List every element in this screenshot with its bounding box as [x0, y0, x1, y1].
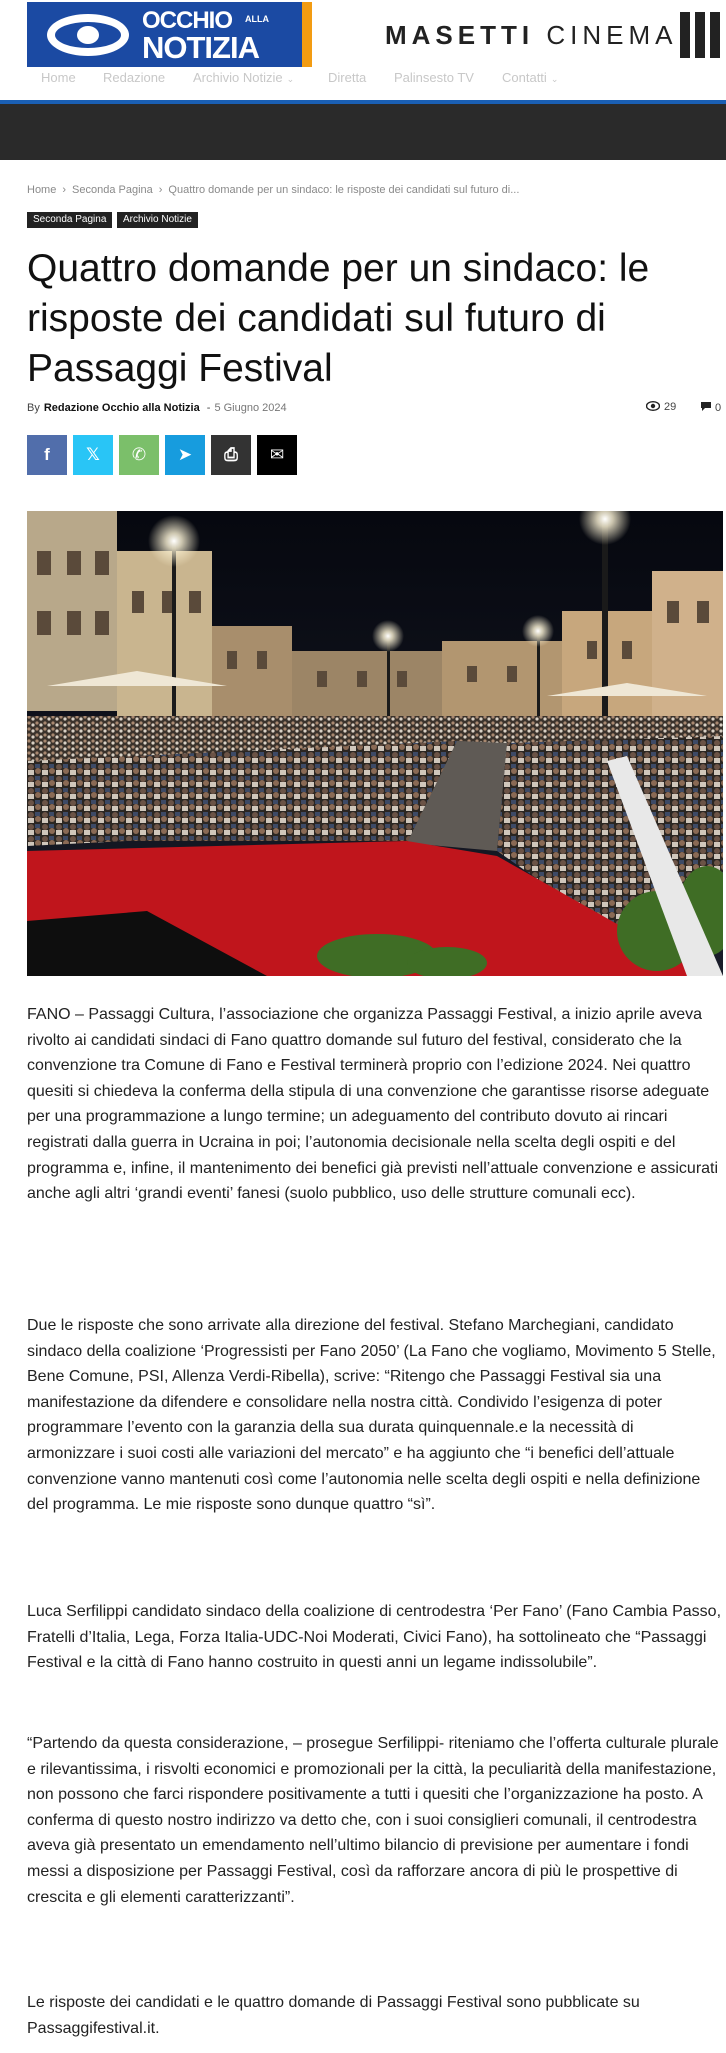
comments-counter[interactable]	[700, 401, 721, 414]
nav-item-palinsesto[interactable]	[394, 70, 474, 85]
eye-logo-icon	[47, 14, 129, 56]
logo-word-alla: ALLA	[245, 14, 269, 24]
nav-label-archivio: Archivio Notizie	[193, 70, 283, 85]
breadcrumb-separator-icon: ›	[158, 184, 163, 196]
breadcrumb	[27, 184, 519, 196]
views-counter	[646, 401, 676, 413]
breadcrumb-section[interactable]: Seconda Pagina	[72, 184, 153, 196]
sponsor-name-bold: MASETTI	[385, 20, 535, 50]
site-header	[0, 0, 726, 104]
breadcrumb-home[interactable]: Home	[27, 184, 57, 196]
publish-date: 5 Giugno 2024	[214, 402, 287, 414]
nav-item-home[interactable]	[41, 70, 76, 85]
nav-label-contatti: Contatti	[502, 70, 547, 85]
nav-label-redazione: Redazione	[103, 70, 166, 85]
comments-count: 0	[715, 402, 722, 414]
author-link[interactable]: Redazione Occhio alla Notizia	[43, 402, 200, 414]
logo-word-notizia: NOTIZIA	[142, 30, 259, 65]
byline-prefix: By	[27, 402, 40, 414]
chevron-down-icon: ⌄	[550, 74, 559, 84]
telegram-icon: ➤	[177, 445, 193, 464]
views-count: 29	[664, 401, 677, 413]
logo-accent-bar	[302, 2, 312, 67]
print-icon: ⎙	[224, 445, 238, 464]
nav-item-archivio[interactable]	[193, 70, 294, 85]
share-telegram-button[interactable]	[165, 435, 205, 475]
festival-crowd-photo	[27, 511, 723, 976]
article-title: Quattro domande per un sindaco: le risposte dei candidati sul futuro di Passaggi Festival	[27, 247, 650, 390]
film-strip-icon	[680, 12, 720, 58]
share-whatsapp-button[interactable]	[119, 435, 159, 475]
site-logo[interactable]	[27, 2, 312, 67]
email-icon: ✉	[269, 445, 285, 464]
nav-item-diretta[interactable]	[328, 70, 366, 85]
x-icon: 𝕏	[86, 445, 100, 464]
share-facebook-button[interactable]	[27, 435, 67, 475]
article-hero-image	[27, 511, 723, 976]
sponsor-banner[interactable]	[385, 20, 677, 50]
share-email-button[interactable]	[257, 435, 297, 475]
meta-separator: -	[206, 402, 211, 414]
article-paragraph-3: Luca Serfilippi candidato sindaco della coalizione di centrodestra ‘Per Fano’ (Fano Cambia Passo, Fratelli d’Italia, Lega, Forza Italia-UDC-Noi Moderati, Civici Fano), ha sottolineato che “Passaggi Festival e la città di Fano hanno costruito in questi anni un legame indissolubile”.	[27, 1603, 722, 1672]
breadcrumb-separator-icon: ›	[62, 184, 67, 196]
sponsor-name-light: CINEMA	[546, 20, 678, 50]
article-paragraph-1: FANO – Passaggi Cultura, l’associazione che organizza Passaggi Festival, a inizio aprile aveva rivolto ai candidati sindaci di Fano quattro domande sul futuro del festival, considerato che la convenzione tra Comune di Fano e Festival terminerà proprio con l’edizione 2024. Nei quattro quesiti si chiedeva la conferma della stipula di una convenzione che garantisse risorse adeguate per una programmazione a lungo termine; un adeguamento del contributo dovuto ai rincari registrati dalla guerra in Ucraina in poi; l’autonomia decisionale nella scelta degli ospiti e del programma e, infine, il mantenimento dei benefici già previsti nell’attuale convenzione e assicurati anche agli altri ‘grandi eventi’ fanesi (suolo pubblico, uso delle strutture comunali ecc).	[27, 1006, 719, 1203]
main-nav	[0, 66, 726, 100]
comment-icon	[700, 401, 712, 412]
nav-item-contatti[interactable]	[502, 70, 558, 85]
article-paragraph-5: Le risposte dei candidati e le quattro domande di Passaggi Festival sono pubblicate su Passaggifestival.it.	[27, 1994, 640, 2037]
logo-word-occhio: OCCHIO	[142, 7, 232, 34]
whatsapp-icon: ✆	[131, 445, 147, 464]
category-tag-archivio-notizie[interactable]: Archivio Notizie	[117, 212, 198, 228]
share-x-button[interactable]	[73, 435, 113, 475]
article-meta	[27, 402, 287, 414]
nav-label-home: Home	[41, 70, 76, 85]
chevron-down-icon: ⌄	[286, 74, 295, 84]
category-tag-seconda-pagina[interactable]: Seconda Pagina	[27, 212, 112, 228]
nav-label-palinsesto: Palinsesto TV	[394, 70, 474, 85]
eye-icon	[646, 401, 660, 411]
breadcrumb-current: Quattro domande per un sindaco: le risposte dei candidati sul futuro di...	[168, 184, 520, 196]
facebook-icon: f	[44, 445, 50, 464]
article-paragraph-4: “Partendo da questa considerazione, – prosegue Serfilippi- riteniamo che l’offerta culturale plurale e rilevantissima, i risvolti economici e promozionali per la città, la peculiarità della manifestazione, non possono che farci rispondere positivamente a tutti i quesiti che l’organizzazione ha posto. A conferma di questo nostro indirizzo va detto che, con i suoi consiglieri comunali, il centrodestra aveva già presentato un emendamento nell’ultimo bilancio di previsione per aumentare i fondi messi a disposizione per Passaggi Festival, così da rafforzare ancora di più le prospettive di crescita e gli elementi caratterizzanti”.	[27, 1735, 719, 1906]
dark-banner-strip	[0, 104, 726, 160]
article-paragraph-2: Due le risposte che sono arrivate alla direzione del festival. Stefano Marchegiani, candidato sindaco della coalizione ‘Progressisti per Fano 2050’ (La Fano che vogliamo, Movimento 5 Stelle, Bene Comune, PSI, Allenza Verdi-Ribella), scrive: “Ritengo che Passaggi Festival sia una manifestazione da difendere e consolidare nella nostra città. Condivido l’esigenza di poter programmare l’evento con la garanzia della sua durata quinquennale.e la necessità di armonizzare i suoi costi alle variazioni del mercato” e ha aggiunto che “i benefici dell’attuale convenzione vanno mantenuti così come l’autonomia nelle scelta degli ospiti e nella definizione del programma. Le mie risposte sono dunque quattro “sì”.	[27, 1317, 716, 1514]
nav-item-redazione[interactable]	[103, 70, 165, 85]
print-button[interactable]	[211, 435, 251, 475]
nav-label-diretta: Diretta	[328, 70, 367, 85]
